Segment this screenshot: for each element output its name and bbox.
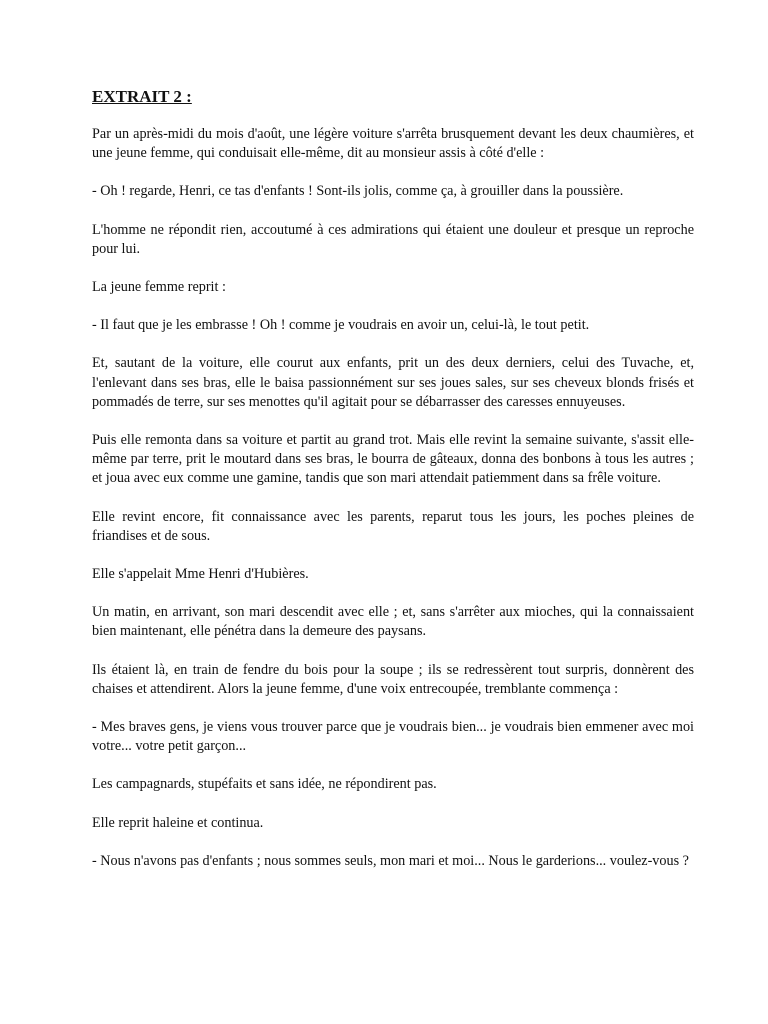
- paragraph: - Oh ! regarde, Henri, ce tas d'enfants ! Sont-ils jolis, comme ça, à grouiller dans la poussière.: [92, 183, 624, 200]
- paragraph: Et, sautant de la voiture, elle courut aux enfants, prit un des deux derniers, celui des Tuvache, et, l'enlevant dans ses bras, elle le baisa passionnément sur ses joues sales, sur ses cheveux blonds frisés et pommadés de terre, sur ses menottes qu'il agitait pour se débarrasser des caresses ennuyeuses.: [92, 355, 694, 410]
- paragraph: Elle s'appelait Mme Henri d'Hubières.: [92, 566, 309, 583]
- paragraph: - Nous n'avons pas d'enfants ; nous sommes seuls, mon mari et moi... Nous le garderions... voulez-vous ?: [92, 852, 689, 869]
- document-page: [92, 87, 694, 871]
- paragraph: - Il faut que je les embrasse ! Oh ! comme je voudrais en avoir un, celui-là, le tout petit.: [92, 317, 590, 334]
- paragraph: Elle reprit haleine et continua.: [92, 814, 264, 831]
- paragraph: L'homme ne répondit rien, accoutumé à ces admirations qui étaient une douleur et presque un reproche pour lui.: [92, 221, 694, 257]
- paragraph: Un matin, en arrivant, son mari descendit avec elle ; et, sans s'arrêter aux mioches, qui la connaissaient bien maintenant, elle pénétra dans la demeure des paysans.: [92, 604, 694, 640]
- paragraph: Puis elle remonta dans sa voiture et partit au grand trot. Mais elle revint la semaine suivante, s'assit elle-même par terre, prit le moutard dans ses bras, le bourra de gâteaux, donna des bonbons à tous les autres ; et joua avec eux comme une gamine, tandis que son mari attendait patiemment dans sa frêle voiture.: [92, 432, 694, 487]
- document-title: EXTRAIT 2 :: [92, 87, 192, 106]
- paragraph: Ils étaient là, en train de fendre du bois pour la soupe ; ils se redressèrent tout surpris, donnèrent des chaises et attendirent. Alors la jeune femme, d'une voix entrecoupée, tremblante commença :: [92, 661, 694, 697]
- paragraph: Par un après-midi du mois d'août, une légère voiture s'arrêta brusquement devant les deux chaumières, et une jeune femme, qui conduisait elle-même, dit au monsieur assis à côté d'elle :: [92, 126, 694, 162]
- paragraph: - Mes braves gens, je viens vous trouver parce que je voudrais bien... je voudrais bien emmener avec moi votre... votre petit garçon...: [92, 719, 694, 755]
- paragraph: Les campagnards, stupéfaits et sans idée, ne répondirent pas.: [92, 776, 437, 793]
- paragraph: La jeune femme reprit :: [92, 279, 226, 296]
- paragraph: Elle revint encore, fit connaissance avec les parents, reparut tous les jours, les poches pleines de friandises et de sous.: [92, 508, 694, 544]
